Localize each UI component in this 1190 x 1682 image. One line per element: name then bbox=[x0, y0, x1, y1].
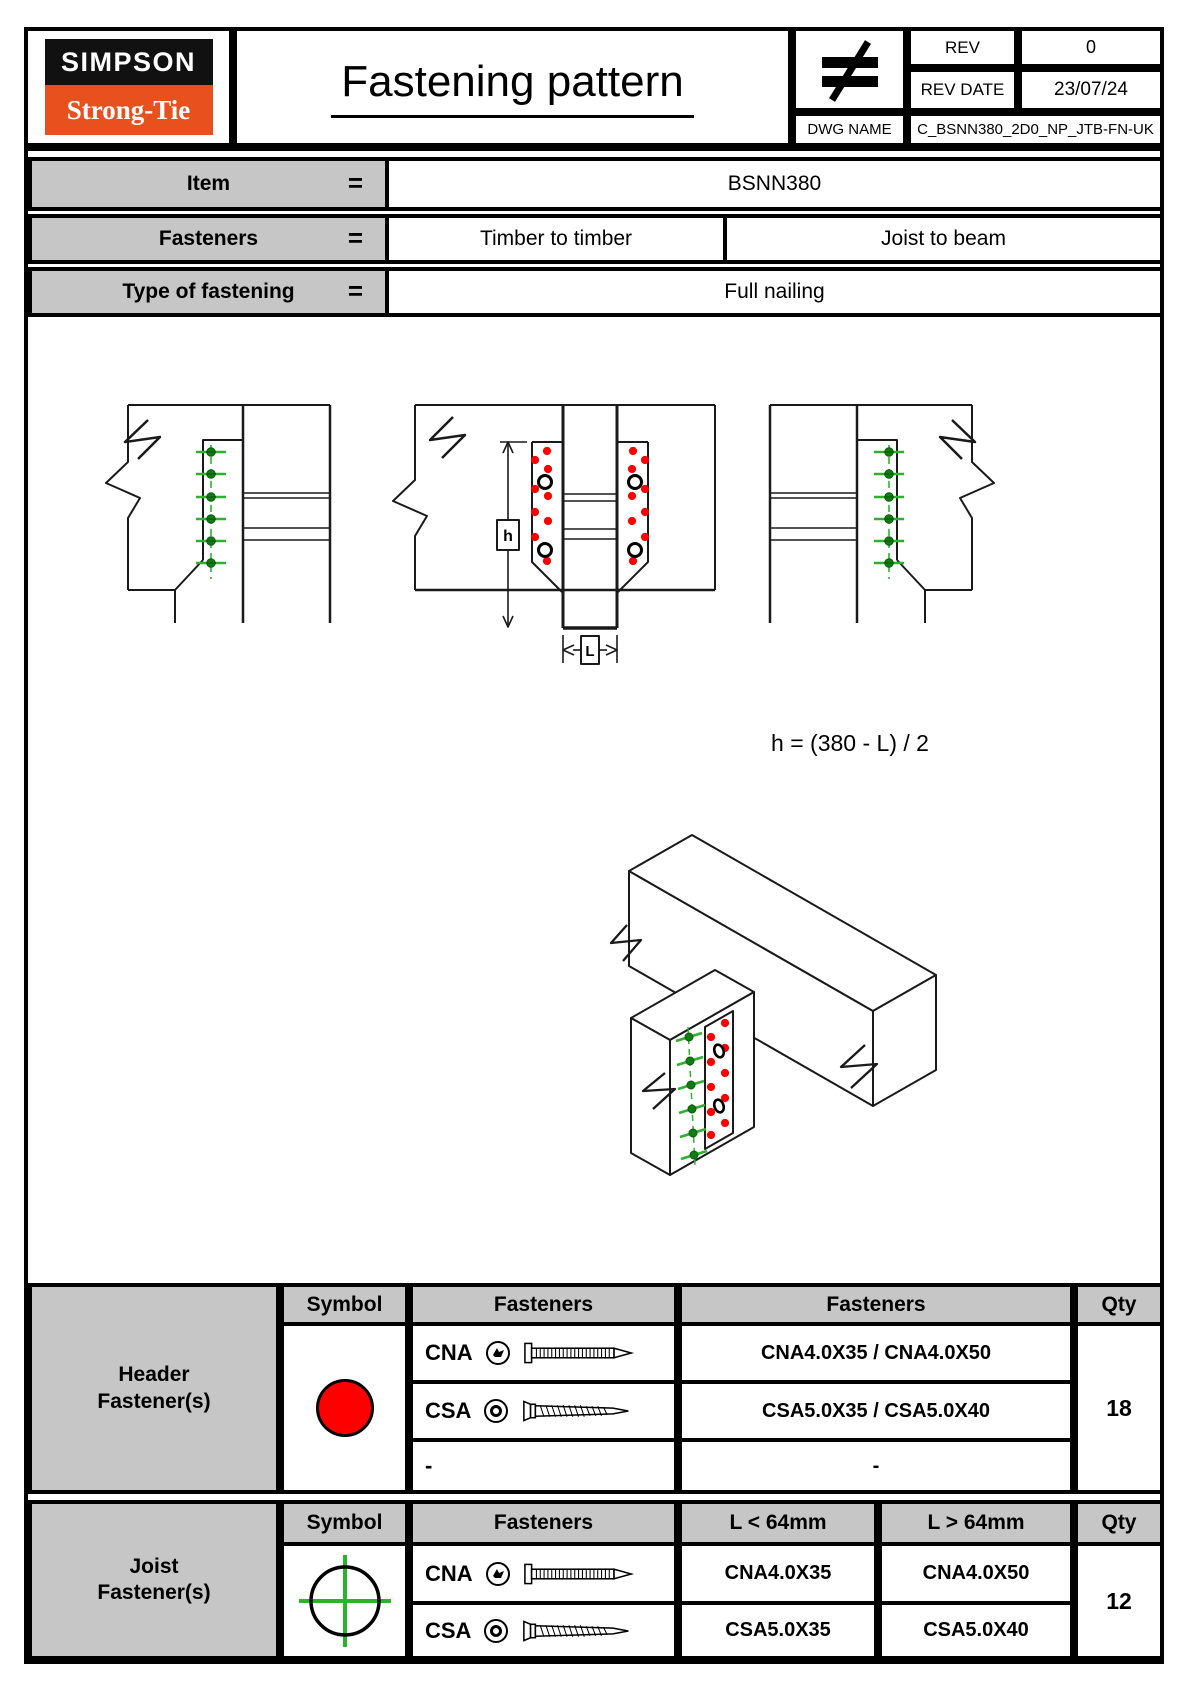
col-fasteners-header: Fasteners bbox=[413, 1504, 674, 1542]
cna-code: CNA bbox=[425, 1340, 473, 1365]
csa-l-greater-cell: CSA5.0X40 bbox=[882, 1605, 1070, 1656]
col-symbol-header: Symbol bbox=[284, 1504, 405, 1542]
logo-strongtie-text: Strong-Tie bbox=[45, 85, 213, 135]
item-value: BSNN380 bbox=[389, 161, 1160, 207]
dim-l-label: L bbox=[585, 643, 595, 660]
type-label: Type of fastening bbox=[122, 280, 295, 303]
fasteners-value-1: Timber to timber bbox=[389, 218, 723, 260]
dim-h-label: h bbox=[503, 528, 513, 545]
fasteners-value-2: Joist to beam bbox=[727, 218, 1160, 260]
header-fastener-label-line1: Header bbox=[118, 1363, 190, 1387]
rev-value: 0 bbox=[1022, 31, 1160, 64]
dash-models-cell: - bbox=[682, 1442, 1070, 1490]
cna-models-cell: CNA4.0X35 / CNA4.0X50 bbox=[682, 1326, 1070, 1380]
csa-code: CSA bbox=[425, 1617, 472, 1643]
cna-l-less-cell: CNA4.0X35 bbox=[682, 1546, 874, 1601]
fasteners-equals: = bbox=[347, 222, 363, 253]
type-equals: = bbox=[347, 275, 363, 306]
cna-code: CNA bbox=[425, 1560, 473, 1586]
dwg-name-value: C_BSNN380_2D0_NP_JTB-FN-UK bbox=[911, 116, 1160, 143]
item-label: Item bbox=[186, 172, 231, 195]
rev-label: REV bbox=[911, 31, 1014, 64]
h-formula: h = (380 - L) / 2 bbox=[771, 730, 929, 756]
col-l-greater-header: L > 64mm bbox=[882, 1504, 1070, 1542]
col-l-less-header: L < 64mm bbox=[682, 1504, 874, 1542]
header-fastener-label-line2: Fastener(s) bbox=[97, 1389, 211, 1413]
joist-fastener-label-line1: Joist bbox=[129, 1554, 179, 1578]
logo-simpson-text: SIMPSON bbox=[45, 39, 213, 85]
page-title: Fastening pattern bbox=[331, 57, 693, 118]
sheet-border bbox=[24, 27, 1164, 1664]
col-fasteners-header-1: Fasteners bbox=[413, 1287, 674, 1322]
header-fastener-qty: 18 bbox=[1078, 1326, 1160, 1490]
col-fasteners-header-2: Fasteners bbox=[682, 1287, 1070, 1322]
dwg-name-label: DWG NAME bbox=[796, 116, 903, 143]
col-symbol-header: Symbol bbox=[284, 1287, 405, 1322]
cna-l-greater-cell: CNA4.0X50 bbox=[882, 1546, 1070, 1601]
csa-l-less-cell: CSA5.0X35 bbox=[682, 1605, 874, 1656]
csa-code: CSA bbox=[425, 1398, 472, 1423]
fasteners-label: Fasteners bbox=[158, 227, 259, 250]
rev-date-label: REV DATE bbox=[911, 72, 1014, 108]
csa-models-cell: CSA5.0X35 / CSA5.0X40 bbox=[682, 1384, 1070, 1438]
col-qty-header: Qty bbox=[1078, 1504, 1160, 1542]
joist-fastener-label-line2: Fastener(s) bbox=[97, 1581, 211, 1604]
joist-fastener-qty: 12 bbox=[1078, 1546, 1160, 1656]
item-equals: = bbox=[347, 167, 363, 198]
col-qty-header: Qty bbox=[1078, 1287, 1160, 1322]
dash-fastener-cell: - bbox=[413, 1442, 674, 1490]
rev-date-value: 23/07/24 bbox=[1022, 72, 1160, 108]
type-value: Full nailing bbox=[389, 271, 1160, 313]
